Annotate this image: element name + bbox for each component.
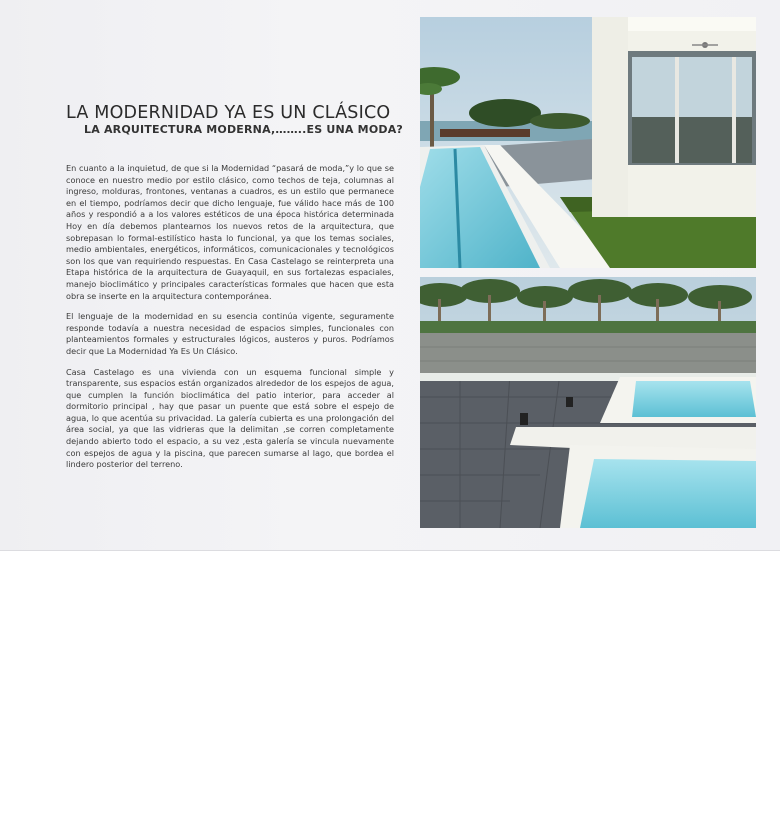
paragraph-2: El lenguaje de la modernidad en su esencia continúa vigente, seguramente responde todavía a nuestra necesidad de espacios simples, funcionales con planteamientos formales y estructurales lógicos, austeros y puros. Podríamos decir que La Modernidad Ya Es Un Clásico. [66, 311, 394, 356]
pool-terrace-image [420, 277, 756, 528]
article-subtitle: LA ARQUITECTURA MODERNA,……..ES UNA MODA? [84, 123, 403, 136]
paragraph-1: En cuanto a la inquietud, de que si la Modernidad “pasará de moda,”y lo que se conoce en nuestro medio por estilo clásico, como techos de teja, columnas al ingreso, molduras, frontones, ventanas a cuadros, es un estilo que permanece en el tiempo, podríamos decir que dicho lenguaje, fue válido hace más de 100 años y respondió a a los valores estéticos de una época histórica determinada Hoy en día debemos plantearnos los nuevos retos de la arquitectura, que sobrepasan lo formal-estilístico hasta lo funcional, ya que los temas sociales, medio ambientales, energéticos, informáticos, comunicacionales y tecnológicos son los que van requiriendo respuestas. En Casa Castelago se reinterpreta una Etapa histórica de la arquitectura de Guayaquil, en sus fortalezas espaciales, manejo bioclimático y principales características formales que hacen que esta obra se inserte en la arquitectura contemporánea. [66, 163, 394, 301]
photo-house-lap-pool [420, 17, 756, 268]
photo-pool-terrace [420, 277, 756, 528]
house-lap-pool-image [420, 17, 756, 268]
article-body [66, 163, 394, 480]
article-title: LA MODERNIDAD YA ES UN CLÁSICO [66, 103, 391, 123]
paragraph-3: Casa Castelago es una vivienda con un esquema funcional simple y transparente, sus espacios están organizados alrededor de los espejos de agua, que cumplen la función bioclimática del patio interior, para acceder al dormitorio principal , hay que pasar un puente que está sobre el espejo de agua, lo que acentúa su privacidad. La galería cubierta es una prolongación del área social, ya que las vidrieras que la delimitan ,se corren completamente dejando abierto todo el espacio, a su vez ,esta galería se vincula nuevamente con espejos de agua y la piscina, que parecen sumarse al lago, que bordea el lindero posterior del terreno. [66, 366, 394, 470]
